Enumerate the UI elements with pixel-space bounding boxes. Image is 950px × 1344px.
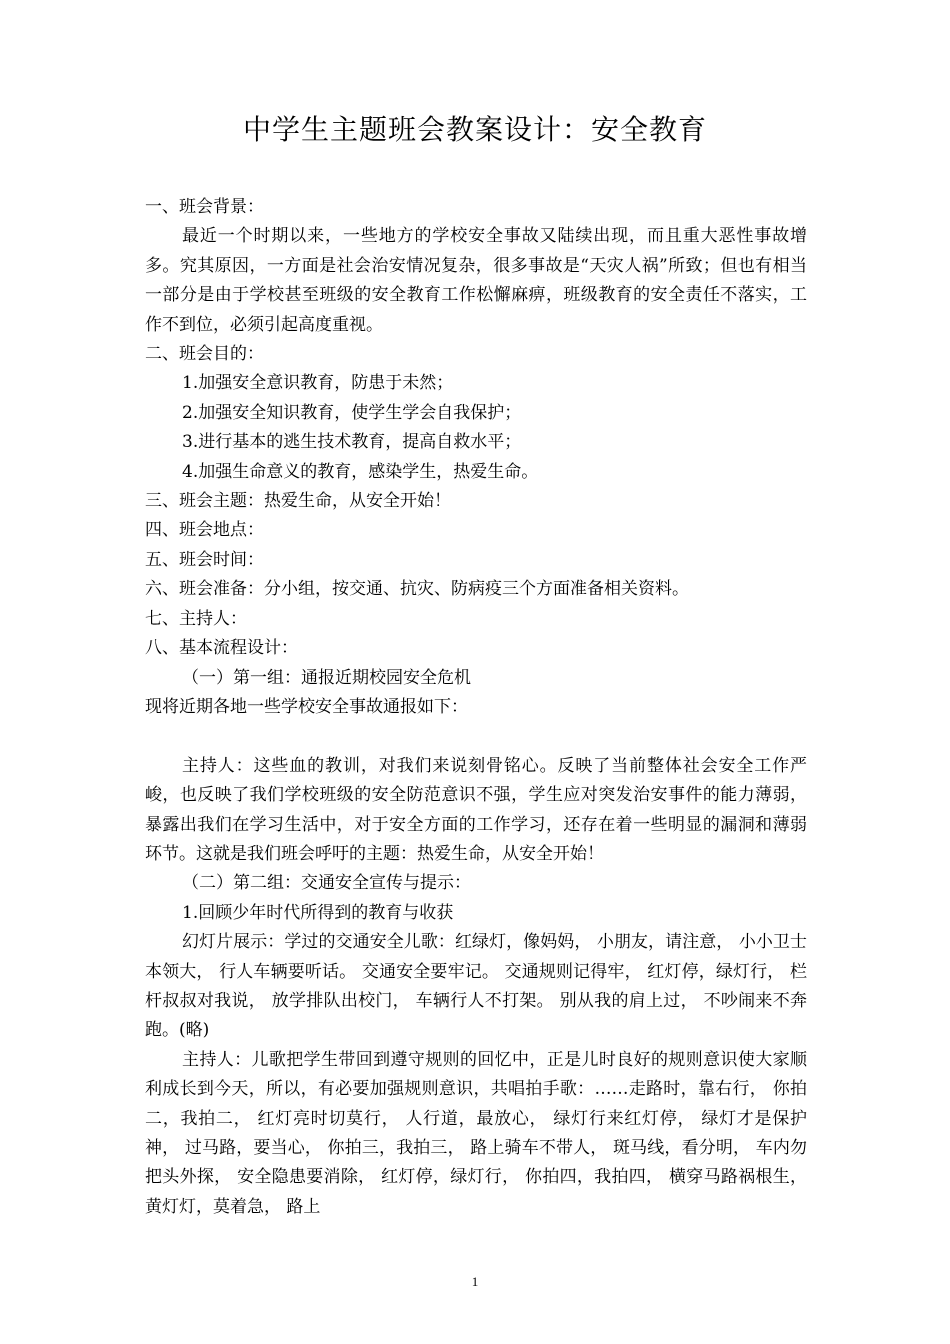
section-heading-process: 八、基本流程设计： (145, 638, 298, 659)
paragraph-background: 最近一个时期以来，一些地方的学校安全事故又陆续出现，而且重大恶性事故增多。究其原因，一方面是社会治安情况复杂，很多事故是“天灾人祸”所致；但也有相当一部分是由于学校甚至班级的安全教育工作松懈麻痹，班级教育的安全责任不落实，工作不到位，必须引起高度重视。 (145, 226, 807, 335)
section-heading-time: 五、班会时间： (145, 549, 264, 570)
section-heading-location: 四、班会地点： (145, 520, 264, 541)
section-heading-host: 七、主持人： (145, 608, 247, 629)
section-heading-goals: 二、班会目的： (145, 344, 264, 365)
section-heading-preparation: 六、班会准备：分小组，按交通、抗灾、防病疫三个方面准备相关资料。 (145, 579, 689, 600)
subsection-group-1: （一）第一组：通报近期校园安全危机 (182, 667, 471, 688)
goal-item-3: 3.进行基本的逃生技术教育，提高自救水平； (182, 432, 522, 453)
goal-item-1: 1.加强安全意识教育，防患于未然； (182, 373, 454, 394)
subsection-group-2: （二）第二组：交通安全宣传与提示： (182, 873, 471, 894)
subsection-item-1: 1.回顾少年时代所得到的教育与收获 (182, 902, 454, 923)
document-body (145, 193, 807, 1222)
section-heading-background: 一、班会背景： (145, 197, 264, 217)
paragraph-host-remarks-2: 主持人：儿歌把学生带回到遵守规则的回忆中，正是儿时良好的规则意识使大家顺利成长到今天，所以，有必要加强规则意识，共唱拍手歌：……走路时，靠右行， 你拍二，我拍二， 红灯亮时切莫行， 人行道，最放心， 绿灯行来红灯停， 绿灯才是保护神， 过马路，要当心， 你拍三，我拍三， 路上骑车不带人， 斑马线，看分明， 车内勿把头外探， 安全隐患要消除， 红灯停，绿灯行， 你拍四，我拍四， 横穿马路祸根生， 黄灯灯，莫着急， 路上 (145, 1049, 807, 1217)
goal-item-4: 4.加强生命意义的教育，感染学生，热爱生命。 (182, 461, 539, 482)
paragraph-report-intro: 现将近期各地一些学校安全事故通报如下： (145, 696, 468, 717)
goal-item-2: 2.加强安全知识教育，使学生学会自我保护； (182, 402, 522, 423)
section-heading-theme: 三、班会主题：热爱生命，从安全开始！ (145, 491, 451, 512)
paragraph-host-remarks-1: 主持人：这些血的教训，对我们来说刻骨铭心。反映了当前整体社会安全工作严峻，也反映了我们学校班级的安全防范意识不强，学生应对突发治安事件的能力薄弱，暴露出我们在学习生活中，对于安全方面的工作学习，还存在着一些明显的漏洞和薄弱环节。这就是我们班会呼吁的主题：热爱生命，从安全开始！ (145, 755, 807, 864)
paragraph-slide-show: 幻灯片展示：学过的交通安全儿歌：红绿灯，像妈妈， 小朋友，请注意， 小小卫士本领大， 行人车辆要听话。 交通安全要牢记。 交通规则记得牢， 红灯停，绿灯行， 栏杆叔叔对我说， 放学排队出校门， 车辆行人不打架。 别从我的肩上过， 不吵闹来不奔跑。(略) (145, 932, 807, 1041)
page-title: 中学生主题班会教案设计：安全教育 (242, 113, 707, 146)
blank-line (145, 722, 807, 751)
page-number: 1 (471, 1274, 479, 1289)
